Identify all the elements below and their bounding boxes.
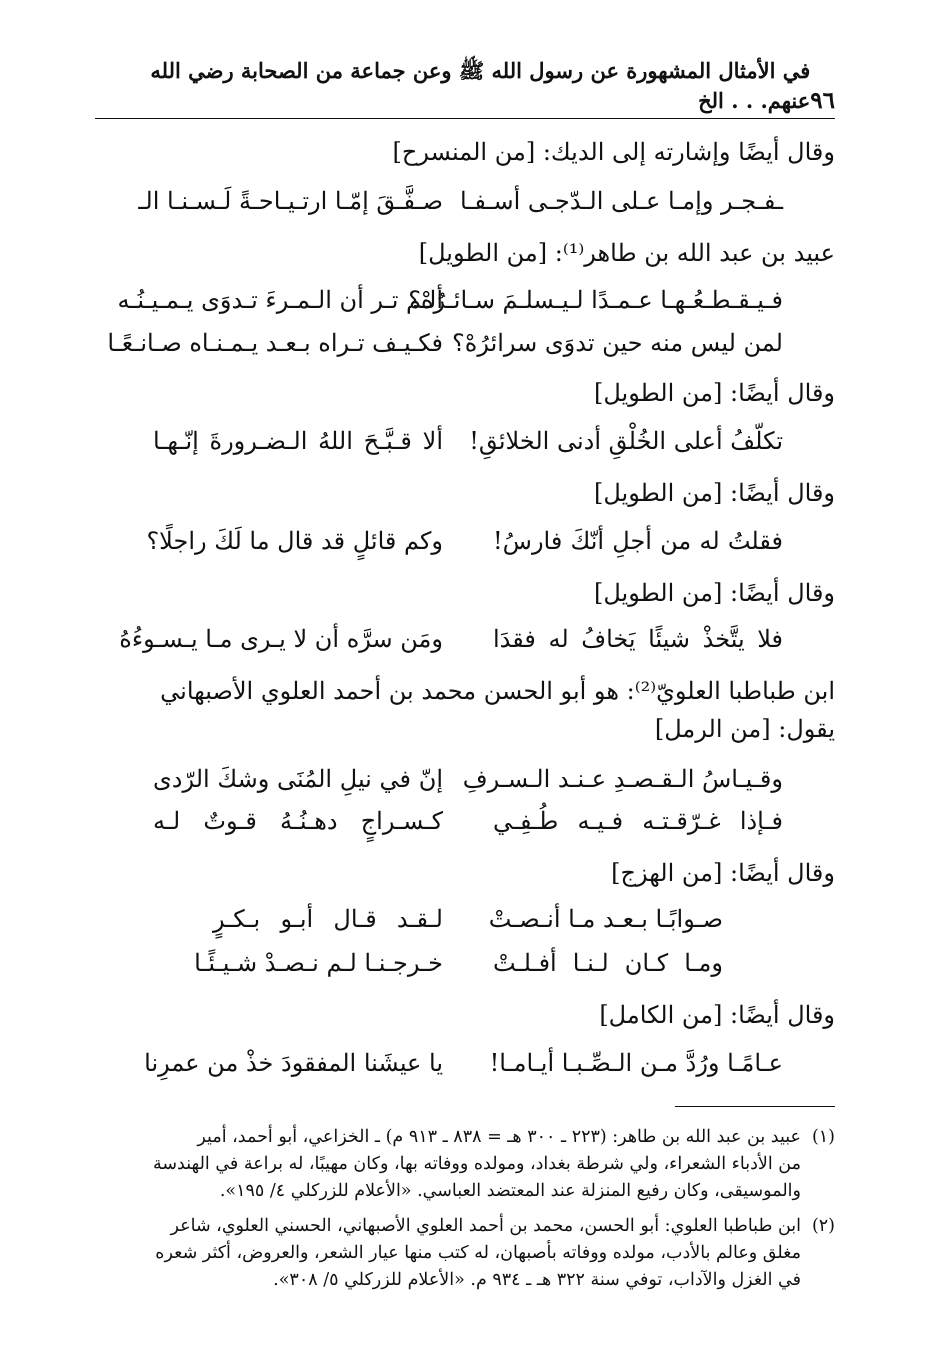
footnote-line: (١)عبيد بن عبد الله بن طاهر: (٢٢٣ ـ ٣٠٠ هـ = ٨٣٨ ـ ٩١٣ م) ـ الخزاعي، أبو أحمد، أمير: [95, 1124, 835, 1151]
verse-hemistich-first: وكم قائلٍ قد قال ما لَكَ راجلًا؟: [146, 527, 443, 555]
verse-hemistich-first: لـقـد قـال أبـو بـكـرٍ: [213, 905, 443, 933]
verse-hemistich-second: وقـيـاسُ الـقـصـدِ عـنـد الـسـرفِ: [462, 765, 783, 793]
verse-hemistich-second: لمن ليس منه حين تدوَى سرائرُهْ؟: [452, 329, 783, 357]
verse-hemistich-first: فكـيـف تـراه بـعـد يـمـنـاه صـانـعًـا: [107, 329, 443, 357]
verse-hemistich-first: ألا قـبَّـحَ اللهُ الـضـرورةَ إنّـهـا: [153, 427, 443, 455]
verse-hemistich-first: يا عيشَنا المفقودَ خذْ من عمرِنا: [144, 1049, 443, 1077]
footnote-line: والموسيقى، وكان رفيع المنزلة عند المعتضد العباسي. «الأعلام للزركلي ٤/ ١٩٥».: [219, 1181, 801, 1201]
verse-hemistich-second: تكلّفُ أعلى الخُلْقِ أدنى الخلائقِ!: [469, 427, 783, 455]
poet-line: عبيد بن عبد الله بن طاهر⁽¹⁾: [من الطويل]: [418, 239, 835, 267]
verse-hemistich-second: فـيـقـطـعُـهـا عـمـدًا لـيـسلـمَ سـائـرُهْ؟: [408, 286, 783, 314]
verse-hemistich-second: ـفـجـر وإمـا عـلى الـدّجـى أسـفـا: [459, 187, 783, 215]
poet-line: ابن طباطبا العلويّ⁽²⁾: هو أبو الحسن محمد بن أحمد العلوي الأصبهاني: [160, 677, 835, 705]
verse-hemistich-second: عـامًـا ورُدَّ مـن الـصِّـبـا أيـامـا!: [489, 1049, 783, 1077]
running-title: في الأمثال المشهورة عن رسول الله ﷺ وعن جماعة من الصحابة رضي الله عنهم. . . الخ: [150, 58, 811, 113]
intro-line: وقال أيضًا: [من الطويل]: [593, 479, 835, 507]
footnote-line: مغلق وعالم بالأدب، مولده ووفاته بأصبهان، له كتب منها عيار الشعر، والعروض، أكثر شعره: [155, 1243, 801, 1263]
footnote-line: (٢)ابن طباطبا العلوي: أبو الحسن، محمد بن أحمد العلوي الأصبهاني، الحسني العلوي، شاعر: [95, 1213, 835, 1240]
verse-hemistich-second: ومـا كـان لـنـا أفـلـتْ: [493, 949, 723, 977]
page-header: [95, 58, 835, 116]
verse-hemistich-first: كـسـراجٍ دهـنُـهُ قـوتٌ لـه: [153, 807, 443, 835]
footnote-number: (٢): [811, 1216, 835, 1236]
verse-hemistich-second: فقلتُ له من أجلِ أنّكَ فارسُ!: [493, 527, 783, 555]
header-rule: [95, 118, 835, 119]
verse-hemistich-first: ألـم تـر أن الـمـرءَ تـدوَى يـمـيـنُـه: [117, 286, 443, 314]
intro-line: وقال أيضًا: [من الطويل]: [593, 579, 835, 607]
intro-line: يقول: [من الرمل]: [654, 715, 835, 743]
page-number: ٩٦: [810, 87, 835, 114]
footnote-2: [95, 1213, 835, 1294]
intro-line: وقال أيضًا: [من الكامل]: [599, 1001, 835, 1029]
verse-hemistich-second: فـإذا غـرّقـتـه فـيـه طُـفِـي: [493, 807, 783, 835]
intro-line: وقال أيضًا: [من الطويل]: [593, 379, 835, 407]
footnote-1: [95, 1124, 835, 1205]
intro-line: وقال أيضًا: [من الهزج]: [611, 859, 835, 887]
verse-hemistich-second: فلا يتَّخذْ شيئًا يَخافُ له فقدَا: [493, 625, 783, 653]
verse-hemistich-second: صـوابًـا بـعـد مـا أنـصـتْ: [488, 905, 723, 933]
intro-line: وقال أيضًا وإشارته إلى الديك: [من المنسرح]: [392, 138, 835, 166]
verse-hemistich-first: خـرجـنـا لـم نـصـدْ شـيـئًـا: [194, 949, 443, 977]
verse-hemistich-first: صـفَّـقَ إمّـا ارتـيـاحـةً لَـسـنـا الـ: [138, 187, 443, 215]
footnote-rule: [675, 1106, 835, 1107]
footnote-number: (١): [811, 1127, 835, 1147]
verse-hemistich-first: إنّ في نيلِ المُنَى وشكَ الرّدى: [153, 765, 443, 793]
footnote-line: في الغزل والآداب، توفي سنة ٣٢٢ هـ ـ ٩٣٤ م. «الأعلام للزركلي ٥/ ٣٠٨».: [273, 1270, 801, 1290]
footnote-line: من الأدباء الشعراء، ولي شرطة بغداد، ومولده ووفاته بها، وكان مهيبًا، له براعة في الهندسة: [152, 1154, 801, 1174]
verse-hemistich-first: ومَن سرَّه أن لا يـرى مـا يـسـوءُهُ: [119, 625, 443, 653]
